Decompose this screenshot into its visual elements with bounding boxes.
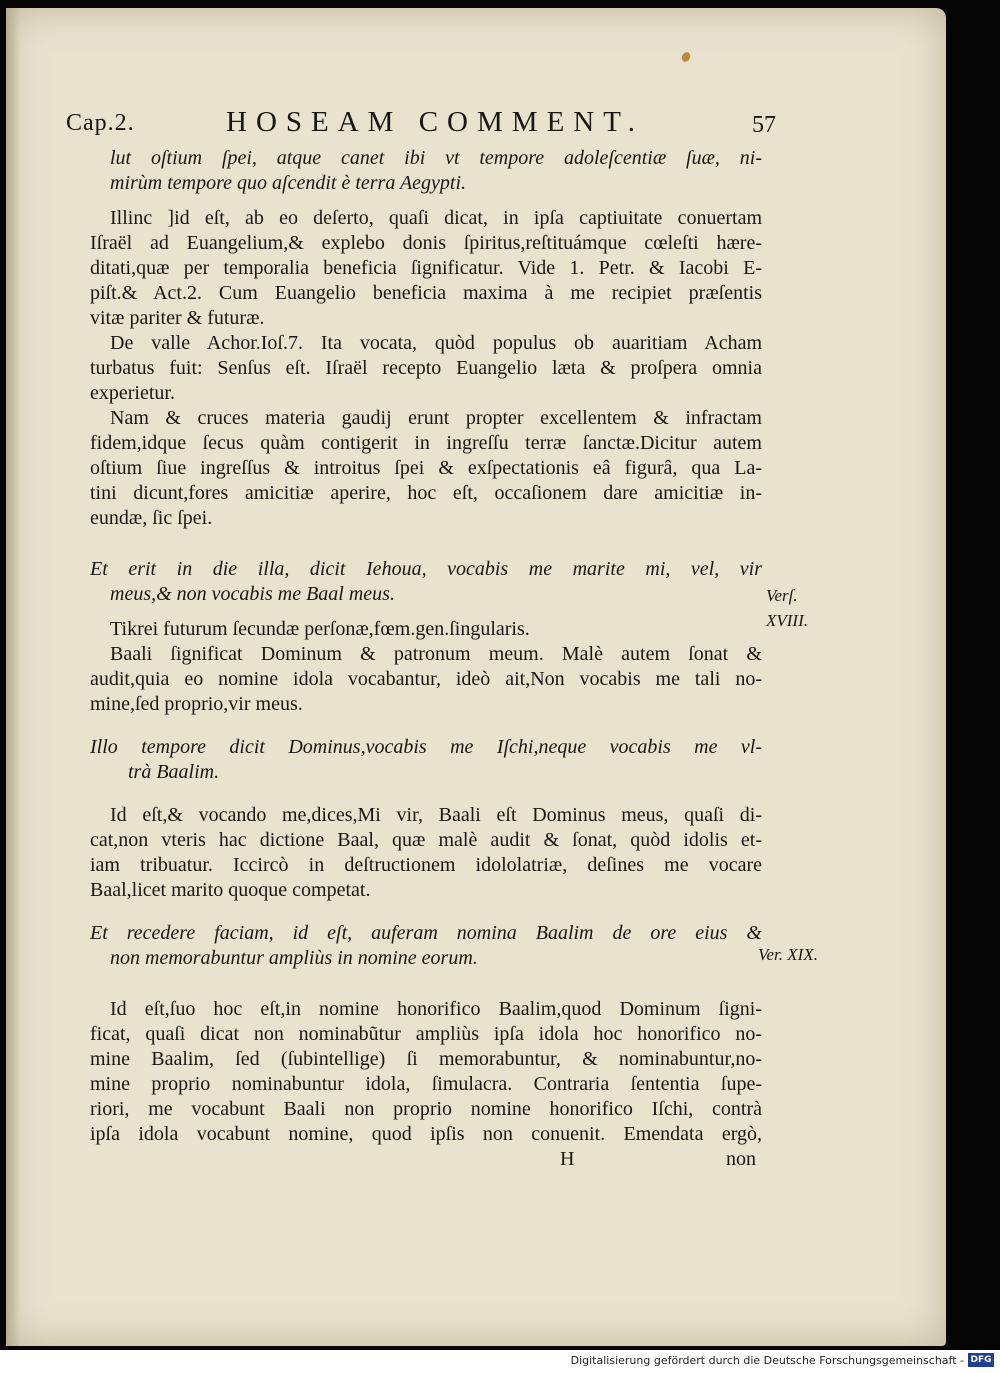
text-line: non memorabuntur ampliùs in nomine eorum.: [110, 947, 478, 969]
commentary-paragraph: [90, 617, 762, 717]
text-line: cat,non vteris hac dictione Baal, quæ malè audit & ſonat, quòd idolis et-: [90, 829, 762, 851]
text-line: riori, me vocabunt Baali non proprio nomine honorifico Iſchi, contrà: [90, 1098, 762, 1120]
text-line: Et recedere faciam, id eſt, auferam nomina Baalim de ore eius &: [90, 922, 762, 944]
text-line: Illo tempore dicit Dominus,vocabis me Iſchi,neque vocabis me vl-: [90, 736, 762, 758]
text-line: trà Baalim.: [128, 761, 220, 783]
catchword: non: [726, 1148, 756, 1170]
running-header: [66, 106, 776, 146]
text-line: oſtium ſiue ingreſſus & introitus ſpei & exſpectationis eâ figurâ, qua La-: [90, 457, 762, 479]
text-line: tini dicunt,fores amicitiæ aperire, hoc eſt, occaſionem dare amicitiæ in-: [90, 482, 762, 504]
commentary-paragraph: [90, 803, 762, 903]
text-line: Nam & cruces materia gaudij erunt propter excellentem & infractam: [110, 407, 762, 429]
text-line: turbatus fuit: Senſus eſt. Iſraël recepto Euangelio læta & proſpera omnia: [90, 357, 762, 379]
text-line: fidem,idque ſecus quàm contigerit in ingreſſu terræ ſanctæ.Dicitur autem: [90, 432, 762, 454]
text-line: piſt.& Act.2. Cum Euangelio beneficia maxima à me recipiet præſentis: [90, 282, 762, 304]
book-page: [6, 8, 946, 1346]
commentary-paragraph: [90, 206, 762, 531]
margin-note-vers-19: [758, 942, 818, 967]
verse-19: [90, 921, 762, 971]
verse-18-continued: [90, 735, 762, 785]
text-line: Id eſt,ſuo hoc eſt,in nomine honorifico Baalim,quod Dominum ſigni-: [110, 998, 762, 1020]
signature-mark: H: [560, 1148, 575, 1170]
text-line: mine Baalim, ſed (ſubintellige) ſi memorabuntur, & nominabuntur,no-: [90, 1048, 762, 1070]
text-line: ipſa idola vocabunt nomine, quod ipſis non conuenit. Emendata ergò,: [90, 1123, 762, 1145]
text-line: ditati,quæ per temporalia beneficia ſignificatur. Vide 1. Petr. & Iacobi E-: [90, 257, 762, 279]
margin-note-vers-18: [766, 583, 808, 633]
text-line: experietur.: [90, 382, 175, 404]
margin-note-line: XVIII.: [766, 611, 809, 630]
text-line: Illinc ]id eſt, ab eo deſerto, quaſi dicat, in ipſa captiuitate conuertam: [110, 207, 762, 229]
text-line: meus,& non vocabis me Baal meus.: [110, 583, 395, 605]
text-line: audit,quia eo nomine idola vocabantur, ideò ait,Non vocabis me tali no-: [90, 668, 762, 690]
page-number: 57: [752, 112, 776, 138]
commentary-paragraph: [90, 997, 762, 1172]
signature-line: [90, 1147, 762, 1172]
header-chapter: Cap.2.: [66, 110, 135, 136]
funding-credit: Digitalisierung gefördert durch die Deutsche Forschungsgemeinschaft -: [570, 1354, 964, 1367]
margin-note-line: Ver. XIX.: [758, 945, 818, 964]
page-body: [90, 146, 762, 1172]
footer-bar: [0, 1350, 1000, 1373]
text-line: vitæ pariter & futuræ.: [90, 307, 265, 329]
text-line: eundæ, ſic ſpei.: [90, 507, 213, 529]
verse-continuation: [90, 146, 762, 196]
header-title: HOSEAM COMMENT.: [226, 106, 645, 138]
text-line: Id eſt,& vocando me,dices,Mi vir, Baali eſt Dominus meus, quaſi di-: [110, 804, 762, 826]
dfg-logo: DFG: [968, 1353, 994, 1367]
text-line: iam tribuatur. Iccircò in deſtructionem idololatriæ, deſines me vocare: [90, 854, 762, 876]
text-line: Iſraël ad Euangelium,& explebo donis ſpiritus,reſtituámque cœleſti hære-: [90, 232, 762, 254]
text-line: mirùm tempore quo aſcendit è terra Aegypti.: [110, 172, 467, 194]
text-line: Tikrei futurum ſecundæ perſonæ,fœm.gen.ſingularis.: [110, 618, 530, 640]
text-line: lut oſtium ſpei, atque canet ibi vt tempore adoleſcentiæ ſuæ, ni-: [110, 147, 762, 169]
text-line: mine,ſed proprio,vir meus.: [90, 693, 303, 715]
text-line: ficat, quaſi dicat non nominabũtur ampliùs ipſa idola hoc honorifico no-: [90, 1023, 762, 1045]
margin-note-line: Verſ.: [766, 586, 798, 605]
text-line: De valle Achor.Ioſ.7. Ita vocata, quòd populus ob auaritiam Acham: [110, 332, 762, 354]
text-line: Baal,licet marito quoque competat.: [90, 879, 371, 901]
text-line: Baali ſignificat Dominum & patronum meum. Malè autem ſonat &: [110, 643, 762, 665]
verse-18: [90, 557, 762, 607]
text-line: Et erit in die illa, dicit Iehoua, vocabis me marite mi, vel, vir: [90, 558, 762, 580]
ink-blot: [680, 51, 692, 64]
text-line: mine proprio nominabuntur idola, ſimulacra. Contraria ſententia ſupe-: [90, 1073, 762, 1095]
